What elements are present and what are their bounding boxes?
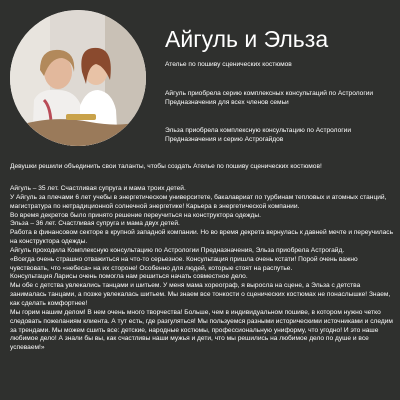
purchase-elza: Эльза приобрела комплексную консультацию по Астрологии Предназначения и серию Астрогайдов [165,127,352,143]
story-paragraph: Эльза – 36 лет. Счастливая супруга и мама двух детей. [10,220,180,228]
intro-text: Девушки решили объединить свои таланты, чтобы создать Ателье по пошиву сценических костюмов! [10,163,322,170]
story-paragraph: У Айгуль за плечами 6 лет учебы в энергетическом университете, бакалавриат по турбинам тепловых и атомных станций, магистратура по нетрадиционной солнечной энергетике! Карьера в энергетической компании. [10,193,387,210]
page-subtitle: Ателье по пошиву сценических костюмов [165,61,292,68]
story-paragraph: Айгуль – 35 лет. Счастливая супруга и мама троих детей. [10,185,186,192]
story-paragraph: Во время декретов было принято решение переучиться на конструктора одежды. [10,211,261,219]
story-paragraph: Айгуль проходила Комплексную консультацию по Астрологии Предназначения, Эльза приобрела Астрогайд. [10,246,345,254]
page-title: Айгуль и Эльза [165,26,329,52]
story-paragraph: Мы обе с детства увлекались танцами и шитьем. У меня мама хореограф, я выросла на сцене, а Эльза с детства занималась танцами, а позже увлекалась шитьем. Мы знаем все тонкости о сценических костюмах не понаслышке! Знаем, как сделать комфортнее! [10,282,391,307]
portrait-image [10,10,146,146]
story-paragraph: Консультация Ларисы очень помогла нам решиться начать совместное дело. [10,273,248,281]
portrait-photo [10,10,146,146]
purchase-aigul: Айгуль приобрела серию комплексных консультаций по Астрологии Предназначения для всех членов семьи [165,90,374,106]
story-paragraph: Мы горим нашим делом! В нем очень много творчества! Больше, чем в индивидуальном пошиве, в котором нужно четко следовать пожеланиям клиента. А тут есть, где разгуляться! Мы пользуемся разными историческими источниками и следим за трендами. Мы можем сшить все: детские, народные костюмы, профессиональную униформу, что угодно! И это наше любимое дело! А знали бы вы, как счастливы наши мужья и дети, что мы решились на любимое дело по душе и все успеваем!» [10,308,393,352]
header [165,26,395,144]
story-paragraph: Работа в финансовом секторе в крупной западной компании. Но во время декрета вернулась к давней мечте и переучилась на конструктора одежды. [10,229,394,246]
story-text [10,185,395,353]
story-paragraph: «Всегда очень страшно отважиться на что-то серьезное. Консультация пришла очень кстати! Порой очень важно чувствовать, что «небеса» на их стороне! Особенно для людей, которые стоят на распутье. [10,255,358,272]
